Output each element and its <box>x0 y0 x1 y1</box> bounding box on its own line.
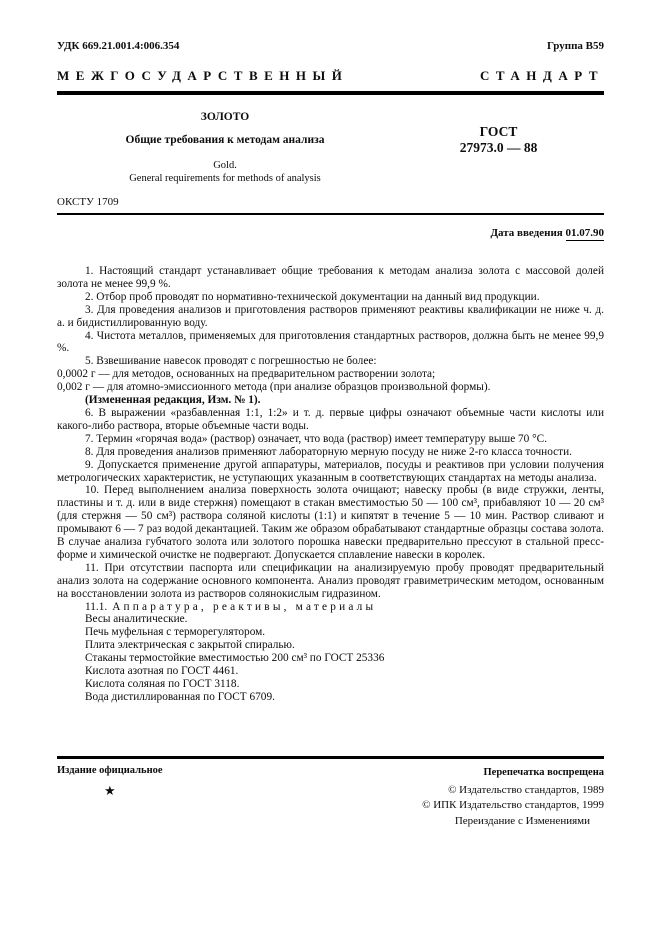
designation-gost: ГОСТ <box>479 124 518 139</box>
paragraph-8: 8. Для проведения анализов применяют лабораторную мерную посуду не ниже 2-го класса точности. <box>85 445 572 458</box>
standard-subject-en: Gold. <box>213 160 237 171</box>
header-rule <box>57 91 604 95</box>
footer-row <box>57 765 604 829</box>
copyright-1999: © ИПК Издательство стандартов, 1999 <box>422 799 604 811</box>
document-header <box>57 40 604 52</box>
document-body <box>57 265 604 704</box>
official-edition-label: Издание официальное <box>57 765 163 776</box>
standard-kind-heading: МЕЖГОСУДАРСТВЕННЫЙ СТАНДАРТ <box>57 68 604 83</box>
okstu-code: ОКСТУ 1709 <box>57 196 119 208</box>
title-rule <box>57 213 604 215</box>
equipment-item-2: Печь муфельная с терморегулятором. <box>85 626 266 639</box>
equipment-item-4: Стаканы термостойкие вместимостью 200 см³ по ГОСТ 25336 <box>85 652 385 665</box>
reissue-note: Переиздание с Изменениями <box>454 814 590 827</box>
equipment-item-6: Кислота соляная по ГОСТ 3118. <box>85 678 240 690</box>
effective-date-label: Дата введения <box>490 227 563 239</box>
reprint-prohibited-label: Перепечатка воспрещена <box>483 767 604 778</box>
standard-subject: ЗОЛОТО <box>200 111 250 123</box>
equipment-item-5: Кислота азотная по ГОСТ 4461. <box>85 665 239 678</box>
paragraph-2: 2. Отбор проб проводят по нормативно-технической документации на данный вид продукции. <box>85 290 540 303</box>
paragraph-7: 7. Термин «горячая вода» (раствор) означает, что вода (раствор) имеет температуру выше 70 °С. <box>85 432 548 445</box>
effective-date-value: 01.07.90 <box>565 227 604 239</box>
udk-code: УДК 669.21.001.4:006.354 <box>57 40 180 52</box>
effective-date-line <box>57 227 604 239</box>
section-11-1-heading <box>57 601 604 614</box>
copyright-1989: © Издательство стандартов, 1989 <box>448 783 604 796</box>
paragraph-4: 4. Чистота металлов, применяемых для приготовления стандартных растворов, должна быть не менее 99,9 %. <box>57 329 604 355</box>
paragraph-3: 3. Для проведения анализов и приготовления растворов применяют реактивы квалификации не ниже ч. д. а. и бидистиллированную воду. <box>57 303 604 329</box>
paragraph-10: 10. Перед выполнением анализа поверхность золота очищают; навеску пробы (в виде стружки, ленты, пластины и т. д. или в виде стержня) помещают в стакан вместимостью 50 — 100 см³, прибавляют 10 — 20 см³ (для стержня — 50 см³) раствора соляной кислоты (1:1) и кипятят в течение 5 — 10 мин. Раствор сливают и промывают 6 — 7 раз водой декантацией. Таким же образом обрабатывают стандартные образцы состава золота. В случае анализа губчатого золота или золотого порошка навески предварительно прессуют в стальной пресс-форме и химической очистке не подвергают. Допускается сплавление навески в королек. <box>57 484 604 561</box>
equipment-item-1: Весы аналитические. <box>85 613 188 626</box>
paragraph-5: 5. Взвешивание навесок проводят с погрешностью не более: <box>85 355 377 368</box>
copyright-block <box>422 765 604 829</box>
equipment-item-7: Вода дистиллированная по ГОСТ 6709. <box>85 690 275 703</box>
section-number: 11.1. <box>85 600 108 613</box>
weighing-tolerance-item-1: 0,0002 г — для методов, основанных на предварительном растворении золота; <box>57 368 436 381</box>
group-code: Группа В59 <box>546 40 604 52</box>
amendment-note: (Измененная редакция, Изм. № 1). <box>85 394 261 407</box>
document-footer <box>57 756 604 829</box>
standard-designation <box>393 111 604 185</box>
paragraph-9: 9. Допускается применение другой аппаратуры, материалов, посуды и реактивов при условии получения метрологических характеристик, не уступающих указанным в соответствующих стандартах на методы анализа. <box>57 458 604 484</box>
equipment-item-3: Плита электрическая с закрытой спиралью. <box>85 639 295 652</box>
weighing-tolerance-item-2: 0,002 г — для атомно-эмиссионного метода (при анализе образцов произвольной формы). <box>57 381 491 394</box>
footer-rule <box>57 756 604 759</box>
standard-subtitle: Общие требования к методам анализа <box>125 134 325 146</box>
designation-number: 27973.0 — 88 <box>459 140 538 155</box>
section-title: Аппаратура, реактивы, материалы <box>112 600 377 613</box>
paragraph-6: 6. В выражении «разбавленная 1:1, 1:2» и т. д. первые цифры означают объемные части кислоты или какого-либо раствора, вторые объемные части воды. <box>57 406 604 432</box>
official-edition-block <box>57 765 163 829</box>
title-block <box>57 111 604 185</box>
star-icon: ★ <box>103 783 116 798</box>
title-left-column <box>57 111 393 185</box>
standard-subtitle-en: General requirements for methods of analysis <box>129 173 321 184</box>
paragraph-11: 11. При отсутствии паспорта или спецификации на анализируемую пробу проводят предварительный анализ золота на содержание основного компонента. Анализ проводят гравиметрическим методом, основанным на восстановлении золота из растворов солянокислым гидразином. <box>57 561 604 600</box>
paragraph-1: 1. Настоящий стандарт устанавливает общие требования к методам анализа золота с массовой долей золота не менее 99,9 %. <box>57 265 604 290</box>
